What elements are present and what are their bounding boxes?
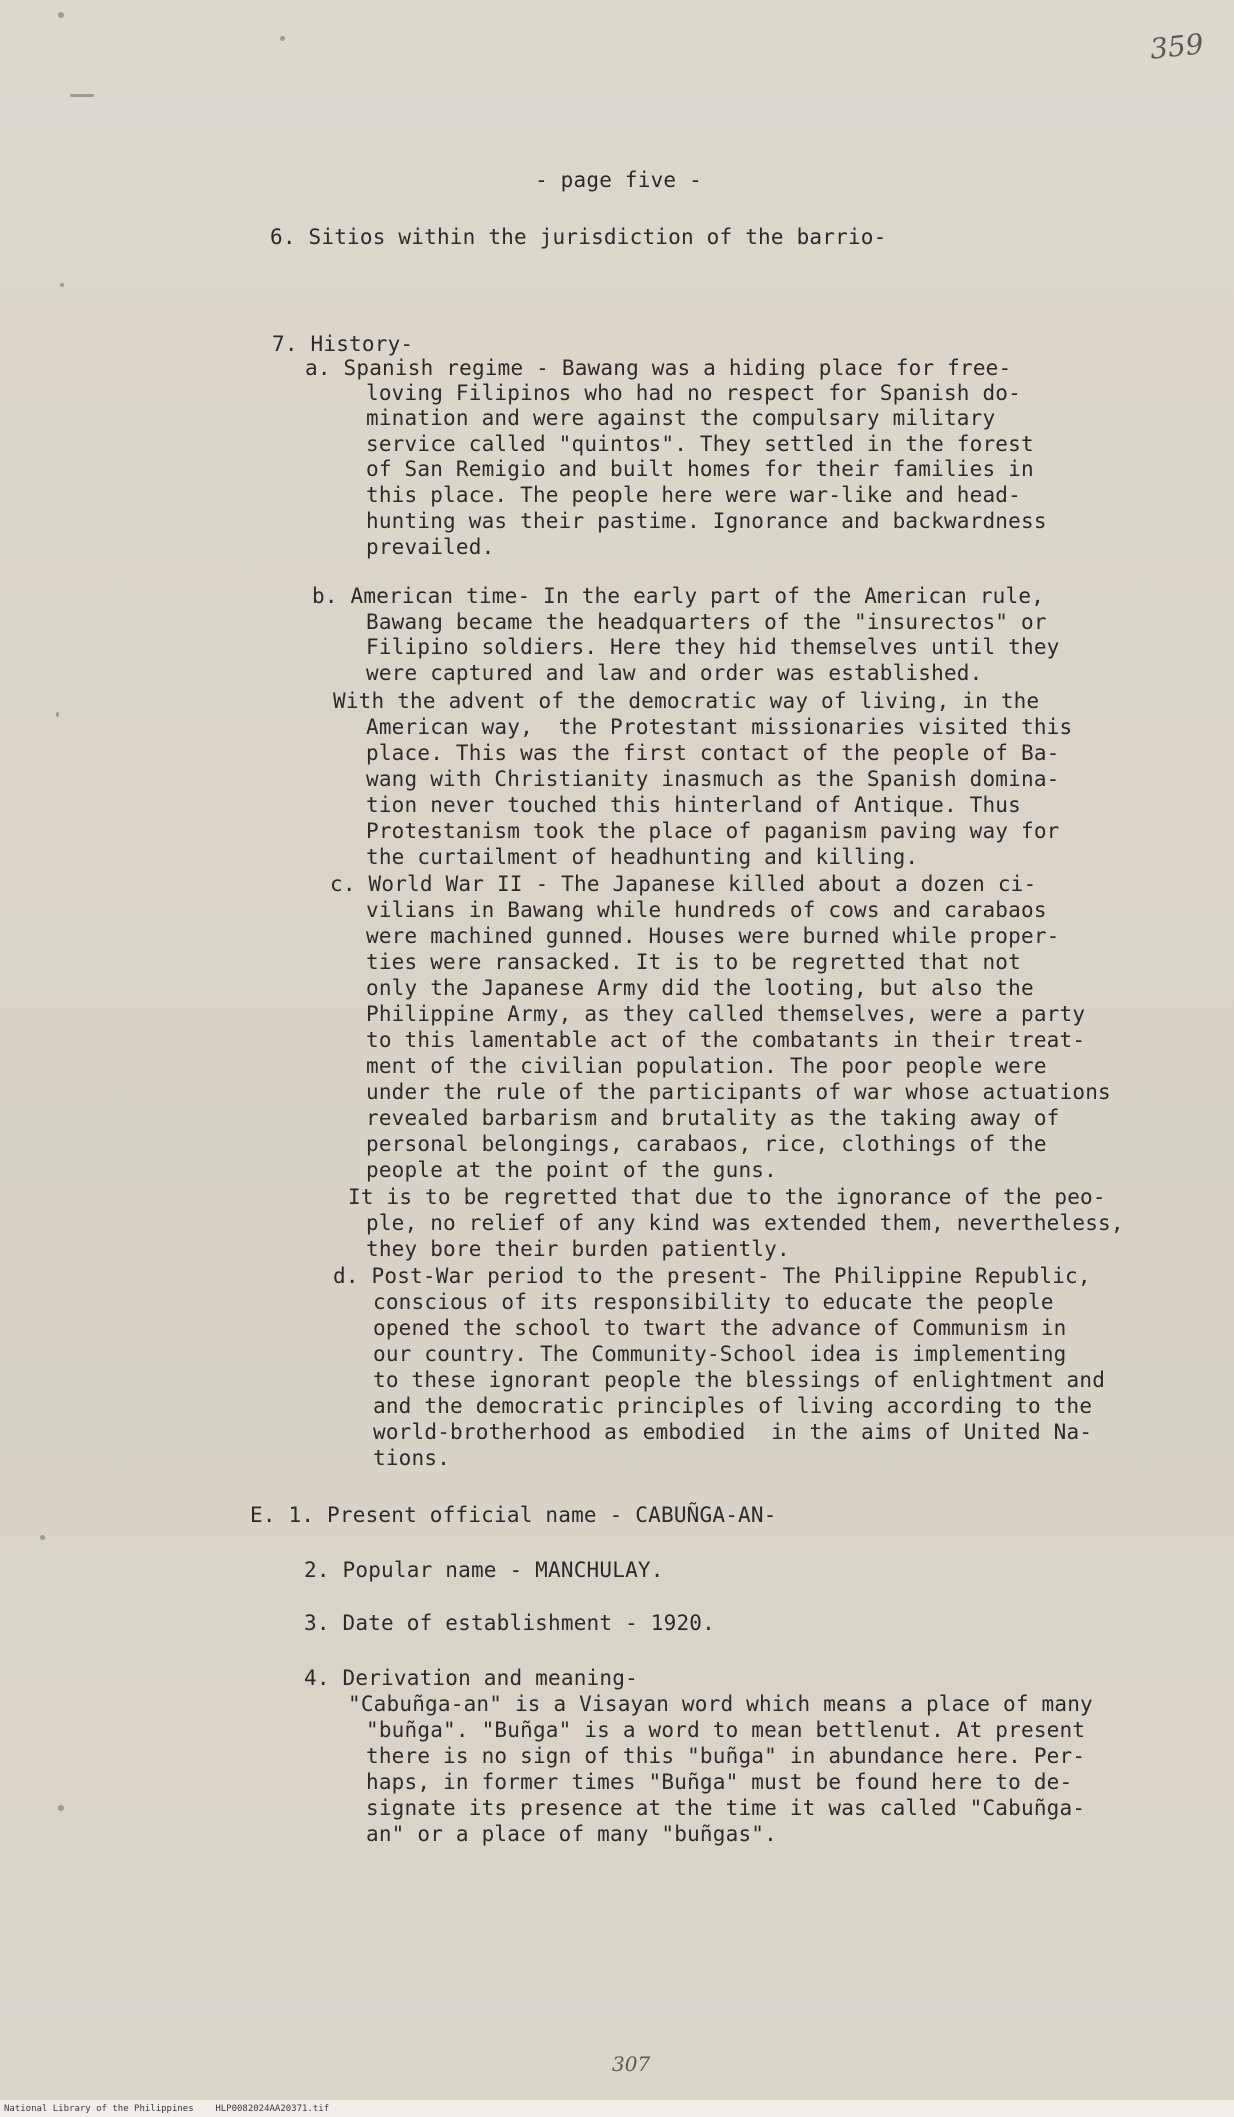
spanish-line: hunting was their pastime. Ignorance and backwardness: [366, 509, 1047, 533]
american-line: Bawang became the headquarters of the "insurectos" or: [366, 610, 1047, 634]
binder-hole: [60, 283, 64, 287]
ww2-line: c. World War II - The Japanese killed about a dozen ci-: [330, 872, 1037, 896]
popular-name: 2. Popular name - MANCHULAY.: [304, 1558, 664, 1582]
postwar-line: and the democratic principles of living according to the: [373, 1394, 1093, 1418]
ww2-line: personal belongings, carabaos, rice, clothings of the: [366, 1132, 1047, 1156]
american-line: were captured and law and order was established.: [366, 661, 983, 685]
ww2-line: under the rule of the participants of war whose actuations: [366, 1080, 1111, 1104]
american-line: wang with Christianity inasmuch as the Spanish domina-: [366, 767, 1060, 791]
ww2-line: they bore their burden patiently.: [366, 1237, 790, 1261]
postwar-line: opened the school to twart the advance of Communism in: [373, 1316, 1067, 1340]
derivation-line: an" or a place of many "buñgas".: [366, 1822, 777, 1846]
establishment-date: 3. Date of establishment - 1920.: [304, 1611, 715, 1635]
ww2-line: ment of the civilian population. The poor people were: [366, 1054, 1047, 1078]
postwar-line: tions.: [373, 1446, 451, 1470]
derivation-line: there is no sign of this "buñga" in abundance here. Per-: [366, 1744, 1086, 1768]
ww2-line: revealed barbarism and brutality as the taking away of: [366, 1106, 1060, 1130]
binder-hole: [280, 36, 285, 41]
derivation-line: haps, in former times "Buñga" must be found here to de-: [366, 1770, 1073, 1794]
derivation-line: signate its presence at the time it was called "Cabuñga-: [366, 1796, 1086, 1820]
derivation-line: "Cabuñga-an" is a Visayan word which means a place of many: [348, 1692, 1093, 1716]
american-line: With the advent of the democratic way of living, in the: [333, 689, 1040, 713]
binder-hole: [58, 12, 64, 18]
ww2-line: only the Japanese Army did the looting, but also the: [366, 976, 1034, 1000]
postwar-line: our country. The Community-School idea is implementing: [373, 1342, 1067, 1366]
page-header: - page five -: [535, 168, 702, 192]
page-number-mark: 359: [1148, 27, 1206, 66]
american-line: Filipino soldiers. Here they hid themselves until they: [366, 635, 1060, 659]
ww2-line: to this lamentable act of the combatants in their treat-: [366, 1028, 1086, 1052]
derivation-line: "buñga". "Buñga" is a word to mean bettlenut. At present: [366, 1718, 1086, 1742]
ww2-line: ple, no relief of any kind was extended them, nevertheless,: [366, 1211, 1124, 1235]
american-line: American way, the Protestant missionaries visited this: [366, 715, 1073, 739]
sitios-line: 6. Sitios within the jurisdiction of the barrio-: [270, 225, 887, 249]
binder-hole: [58, 1805, 64, 1811]
american-line: Protestanism took the place of paganism paving way for: [366, 819, 1060, 843]
ww2-line: people at the point of the guns.: [366, 1158, 777, 1182]
bottom-page-mark: 307: [612, 2052, 651, 2076]
binder-hole: [70, 94, 94, 97]
spanish-line: prevailed.: [366, 535, 495, 559]
spanish-line: service called "quintos". They settled in the forest: [366, 432, 1034, 456]
derivation-heading: 4. Derivation and meaning-: [304, 1666, 638, 1690]
spanish-line: mination and were against the compulsary military: [366, 406, 996, 430]
binder-hole: [40, 1535, 45, 1540]
postwar-line: world-brotherhood as embodied in the aims of United Na-: [373, 1420, 1093, 1444]
binder-hole: [56, 712, 59, 717]
postwar-line: d. Post-War period to the present- The Philippine Republic,: [333, 1264, 1091, 1288]
ww2-line: were machined gunned. Houses were burned while proper-: [366, 924, 1060, 948]
official-name: E. 1. Present official name - CABUÑGA-AN-: [250, 1503, 777, 1527]
postwar-line: conscious of its responsibility to educate the people: [373, 1290, 1054, 1314]
american-line: the curtailment of headhunting and killing.: [366, 845, 919, 869]
ww2-line: vilians in Bawang while hundreds of cows and carabaos: [366, 898, 1047, 922]
american-line: tion never touched this hinterland of Antique. Thus: [366, 793, 1021, 817]
spanish-line: a. Spanish regime - Bawang was a hiding place for free-: [305, 356, 1012, 380]
ww2-line: It is to be regretted that due to the ignorance of the peo-: [348, 1185, 1106, 1209]
spanish-line: of San Remigio and built homes for their families in: [366, 457, 1034, 481]
spanish-line: this place. The people here were war-like and head-: [366, 483, 1021, 507]
ww2-line: ties were ransacked. It is to be regretted that not: [366, 950, 1021, 974]
scan-footer-text: National Library of the Philippines HLP0082024AA20371.tif: [4, 2104, 330, 2114]
ww2-line: Philippine Army, as they called themselves, were a party: [366, 1002, 1086, 1026]
american-line: place. This was the first contact of the people of Ba-: [366, 741, 1060, 765]
spanish-line: loving Filipinos who had no respect for Spanish do-: [366, 381, 1021, 405]
american-line: b. American time- In the early part of the American rule,: [312, 584, 1045, 608]
history-heading: 7. History-: [272, 332, 414, 356]
postwar-line: to these ignorant people the blessings of enlightment and: [373, 1368, 1106, 1392]
